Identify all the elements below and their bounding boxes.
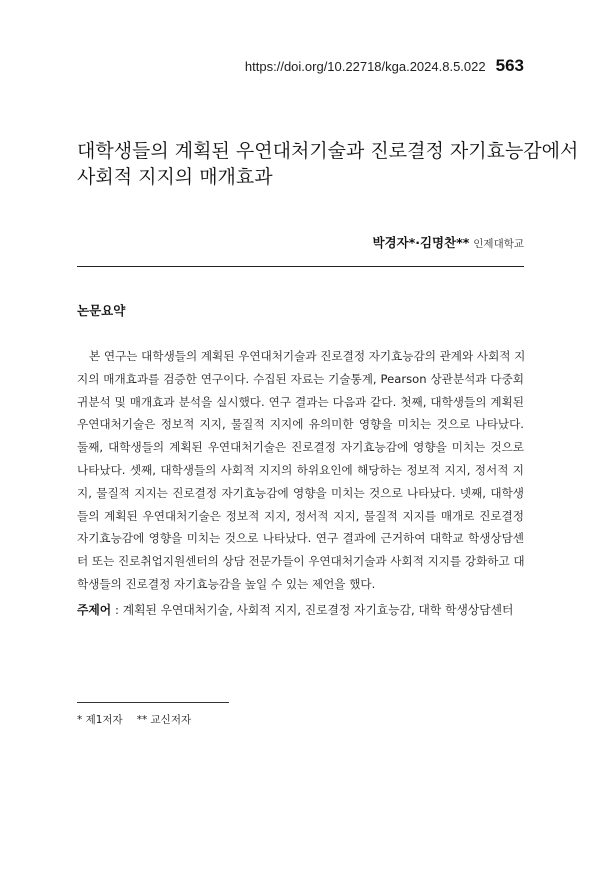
footnote	[77, 712, 191, 727]
title-line-2: 사회적 지지의 매개효과	[77, 166, 273, 188]
abstract-line: 본 연구는 대학생들의 계획된 우연대처기술과 진로결정 자기효능감의 관계와 사회적 지	[89, 349, 526, 363]
footnote-divider	[77, 702, 229, 703]
abstract-line: 들의 계획된 우연대처기술은 정보적 지지, 정서적 지지, 물질적 지지를 매개로 진로결정	[77, 508, 524, 523]
page-header	[245, 56, 524, 76]
abstract-line: 자기효능감에 영향을 미치는 것으로 나타났다. 연구 결과에 근거하여 대학교 학생상담센	[77, 531, 524, 546]
abstract-heading: 논문요약	[77, 303, 126, 318]
title-line-1: 대학생들의 계획된 우연대처기술과 진로결정 자기효능감에서	[77, 140, 579, 162]
title-divider	[77, 266, 524, 267]
keywords-terms: 계획된 우연대처기술, 사회적 지지, 진로결정 자기효능감, 대학 학생상담센터	[122, 603, 514, 617]
page-number: 563	[495, 56, 524, 75]
keywords-label: 주제어	[77, 603, 112, 617]
doi-link[interactable]: https://doi.org/10.22718/kga.2024.8.5.022	[244, 59, 486, 74]
abstract-line: 학생들의 진로결정 자기효능감을 높일 수 있는 제언을 했다.	[77, 576, 376, 591]
keywords-line	[77, 601, 513, 618]
author-affiliation: 인제대학교	[473, 238, 524, 250]
abstract-line: 귀분석 및 매개효과 분석을 실시했다. 연구 결과는 다음과 같다. 첫째, 대학생들의 계획된	[77, 394, 524, 409]
author-names: 박경자*·김명찬**	[372, 235, 470, 250]
abstract-line: 지의 매개효과를 검증한 연구이다. 수집된 자료는 기술통계, Pearson 상관분석과 다중회	[77, 371, 524, 386]
footnote-first-author: * 제1저자	[77, 714, 123, 726]
abstract-line: 둘째, 대학생들의 계획된 우연대처기술은 진로결정 자기효능감에 영향을 미치는 것으로	[77, 440, 524, 455]
author-block	[372, 233, 524, 251]
abstract-line: 터 또는 진로취업지원센터의 상담 전문가들이 우연대처기술과 사회적 지지를 강화하고 대	[77, 554, 525, 569]
abstract-line: 나타났다. 셋째, 대학생들의 사회적 지지의 하위요인에 해당하는 정보적 지지, 정서적 지	[77, 462, 524, 477]
abstract-line: 우연대처기술은 정보적 지지, 물질적 지지에 유의미한 영향을 미치는 것으로 나타났다.	[77, 417, 524, 432]
footnote-corresponding-author: ** 교신저자	[136, 714, 192, 726]
paper-title	[77, 138, 579, 190]
keywords-separator: :	[111, 603, 123, 617]
abstract-line: 지, 물질적 지지는 진로결정 자기효능감에 영향을 미치는 것으로 나타났다. 넷째, 대학생	[77, 485, 524, 500]
abstract-body	[77, 345, 524, 596]
